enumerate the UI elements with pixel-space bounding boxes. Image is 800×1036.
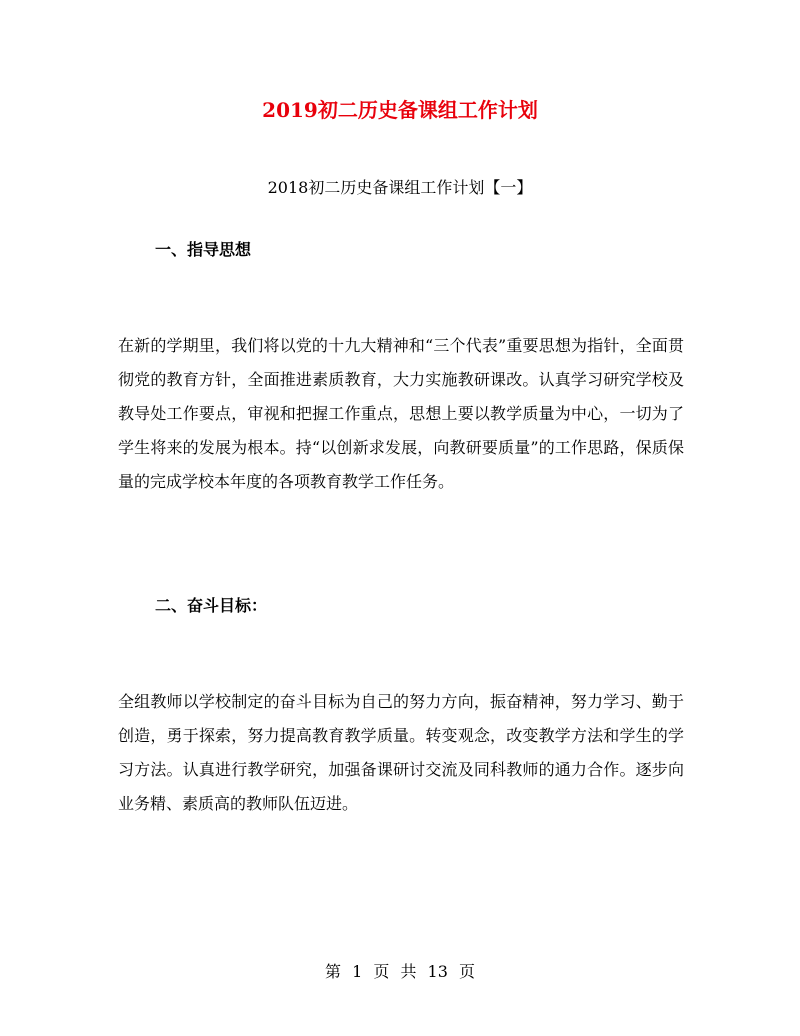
section-heading-goals: 二、奋斗目标： <box>155 596 268 615</box>
section-body-guiding-ideology: 在新的学期里，我们将以党的十九大精神和“三个代表”重要思想为指针，全面贯彻党的教育方针，全面推进素质教育，大力实施教研课改。认真学习研究学校及教导处工作要点，审视和把握工作重点，思想上要以教学质量为中心，一切为了学生将来的发展为根本。持“以创新求发展，向教研要质量”的工作思路，保质保量的完成学校本年度的各项教育教学工作任务。 <box>118 336 684 491</box>
document-title: 2019初二历史备课组工作计划 <box>262 98 538 122</box>
page-number-footer: 第 1 页 共 13 页 <box>325 962 475 981</box>
section-body-goals: 全组教师以学校制定的奋斗目标为自己的努力方向，振奋精神，努力学习、勤于创造，勇于探索，努力提高教育教学质量。转变观念，改变教学方法和学生的学习方法。认真进行教学研究，加强备课研讨交流及同科教师的通力合作。逐步向业务精、素质高的教师队伍迈进。 <box>118 692 684 813</box>
section-heading-guiding-ideology: 一、指导思想 <box>155 240 252 259</box>
document-subtitle: 2018初二历史备课组工作计划【一】 <box>267 178 533 197</box>
